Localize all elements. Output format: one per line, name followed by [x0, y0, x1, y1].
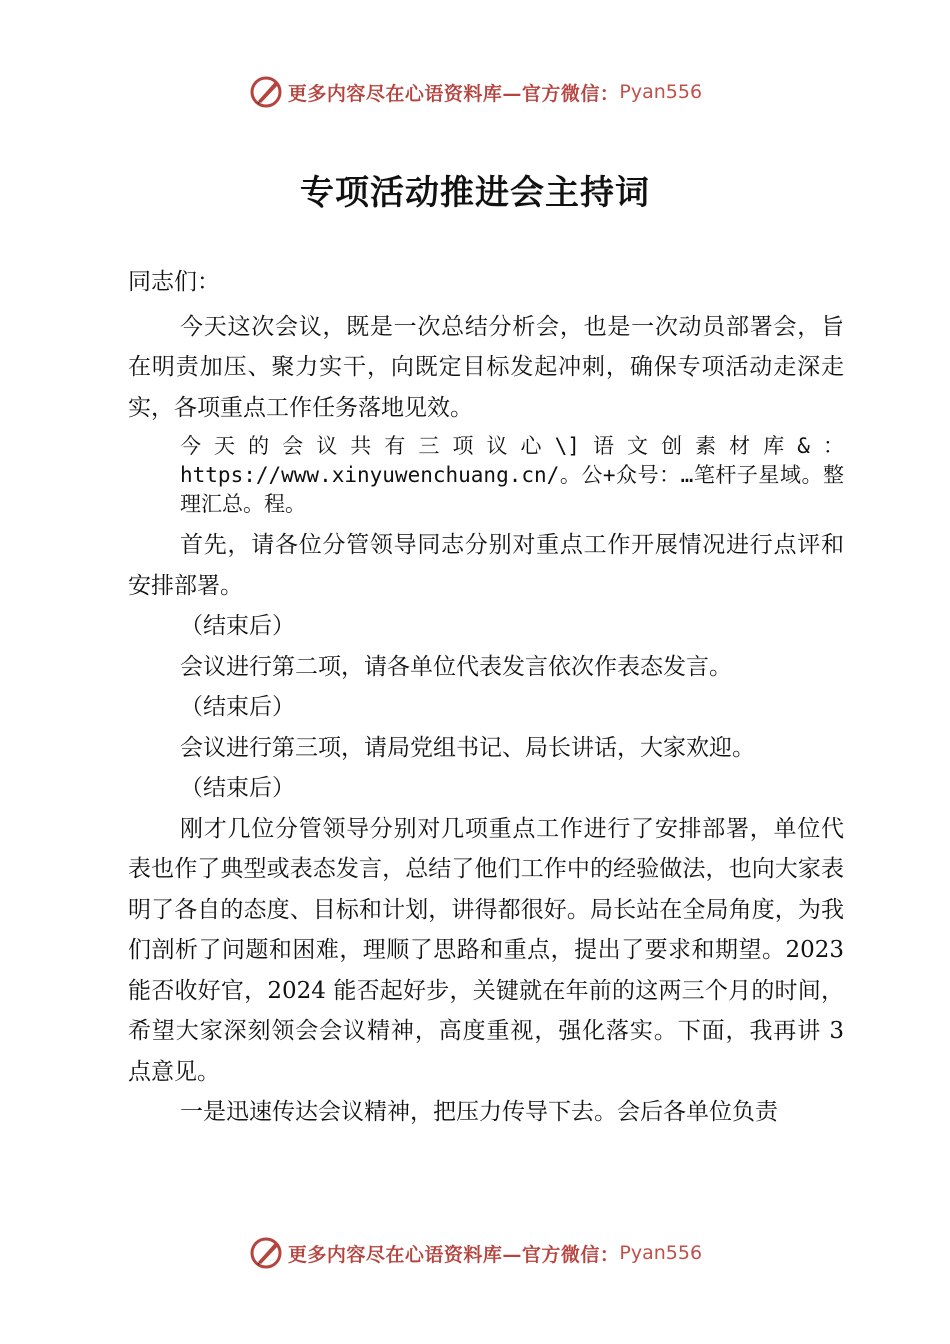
footer-wechat-id: Pyan556	[619, 1242, 703, 1264]
pen-circle-logo-icon	[248, 74, 284, 110]
paragraph: 刚才几位分管领导分别对几项重点工作进行了安排部署，单位代表也作了典型或表态发言，总结了他们工作中的经验做法，也向大家表明了各自的态度、目标和计划，讲得都很好。局长站在全局角度，为我们剖析了问题和困难，理顺了思路和重点，提出了要求和期望。2023 能否收好官，2024 能否起好步，关键就在年前的这两三个月的时间，希望大家深刻领会会议精神，高度重视，强化落实。下面，我再讲 3 点意见。	[128, 815, 844, 1085]
paragraph-after-note: （结束后）	[180, 694, 295, 720]
paragraph-after-note: （结束后）	[180, 613, 295, 639]
paragraph: 今天这次会议，既是一次总结分析会，也是一次动员部署会，旨在明责加压、聚力实干，向既定目标发起冲刺，确保专项活动走深走实，各项重点工作任务落地见效。	[128, 313, 844, 421]
paragraph: 首先，请各位分管领导同志分别对重点工作开展情况进行点评和安排部署。	[128, 532, 844, 599]
pen-circle-logo-icon	[248, 1235, 284, 1271]
paragraph: 会议进行第三项，请局党组书记、局长讲话，大家欢迎。	[180, 734, 755, 761]
header-banner	[0, 68, 950, 116]
footer-banner-text: 更多内容尽在心语资料库—官方微信：	[287, 1243, 620, 1266]
document-body	[128, 262, 844, 1133]
paragraph: 一是迅速传达会议精神，把压力传导下去。会后各单位负责	[180, 1099, 778, 1125]
header-wechat-id: Pyan556	[619, 81, 703, 103]
footer-banner	[0, 1229, 950, 1277]
paragraph-agenda: 今天的会议共有三项议心\]语文创素材库&：https://www.xinyuwenchuang.cn/。公+众号：…笔杆子星域。整理汇总。程。	[180, 434, 844, 516]
paragraph: 会议进行第二项，请各单位代表发言依次作表态发言。	[180, 653, 732, 680]
document-title: 专项活动推进会主持词	[300, 173, 650, 213]
header-banner-text: 更多内容尽在心语资料库—官方微信：	[287, 82, 620, 105]
paragraph-after-note: （结束后）	[180, 775, 295, 801]
salutation: 同志们：	[128, 269, 220, 295]
